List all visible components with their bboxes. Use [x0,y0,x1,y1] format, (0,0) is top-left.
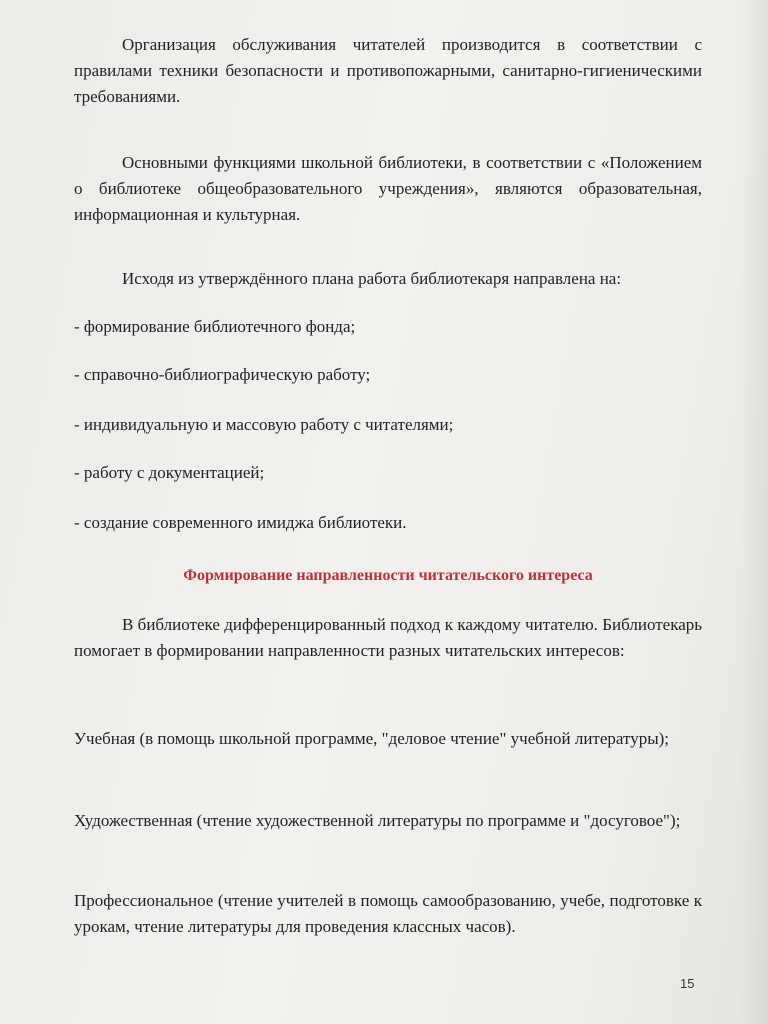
paragraph-professional-reading: Профессиональное (чтение учителей в помощь самообразованию, учебе, подготовке к урокам, чтение литературы для проведения классных часов). [74,891,702,936]
paragraph-educational-reading: Учебная (в помощь школьной программе, "деловое чтение" учебной литературы); [74,729,670,748]
list-item-library-image: - создание современного имиджа библиотеки. [74,513,407,532]
paragraph-fiction-reading: Художественная (чтение художественной литературы по программе и "досуговое"); [74,811,681,830]
list-item-documentation: - работу с документацией; [74,463,265,482]
list-item-fund-formation: - формирование библиотечного фонда; [74,317,356,336]
list-item-bibliographic-work: - справочно-библиографическую работу; [74,365,371,384]
section-heading: Формирование направленности читательского интереса [183,567,593,584]
page-number: 15 [680,976,695,991]
paragraph-differentiated-approach: В библиотеке дифференцированный подход к каждому читателю. Библиотекарь помогает в формировании направленности разных читательских интересов: [74,615,702,660]
list-item-reader-work: - индивидуальную и массовую работу с читателями; [74,415,454,434]
paragraph-work-directions: Исходя из утверждённого плана работа библиотекаря направлена на: [122,269,622,288]
paragraph-library-functions: Основными функциями школьной библиотеки, в соответствии с «Положением о библиотеке общеобразовательного учреждения», являются образовательная, информационная и культурная. [74,153,702,224]
paragraph-reader-service: Организация обслуживания читателей производится в соответствии с правилами техники безопасности и противопожарными, санитарно-гигиеническими требованиями. [74,35,702,106]
